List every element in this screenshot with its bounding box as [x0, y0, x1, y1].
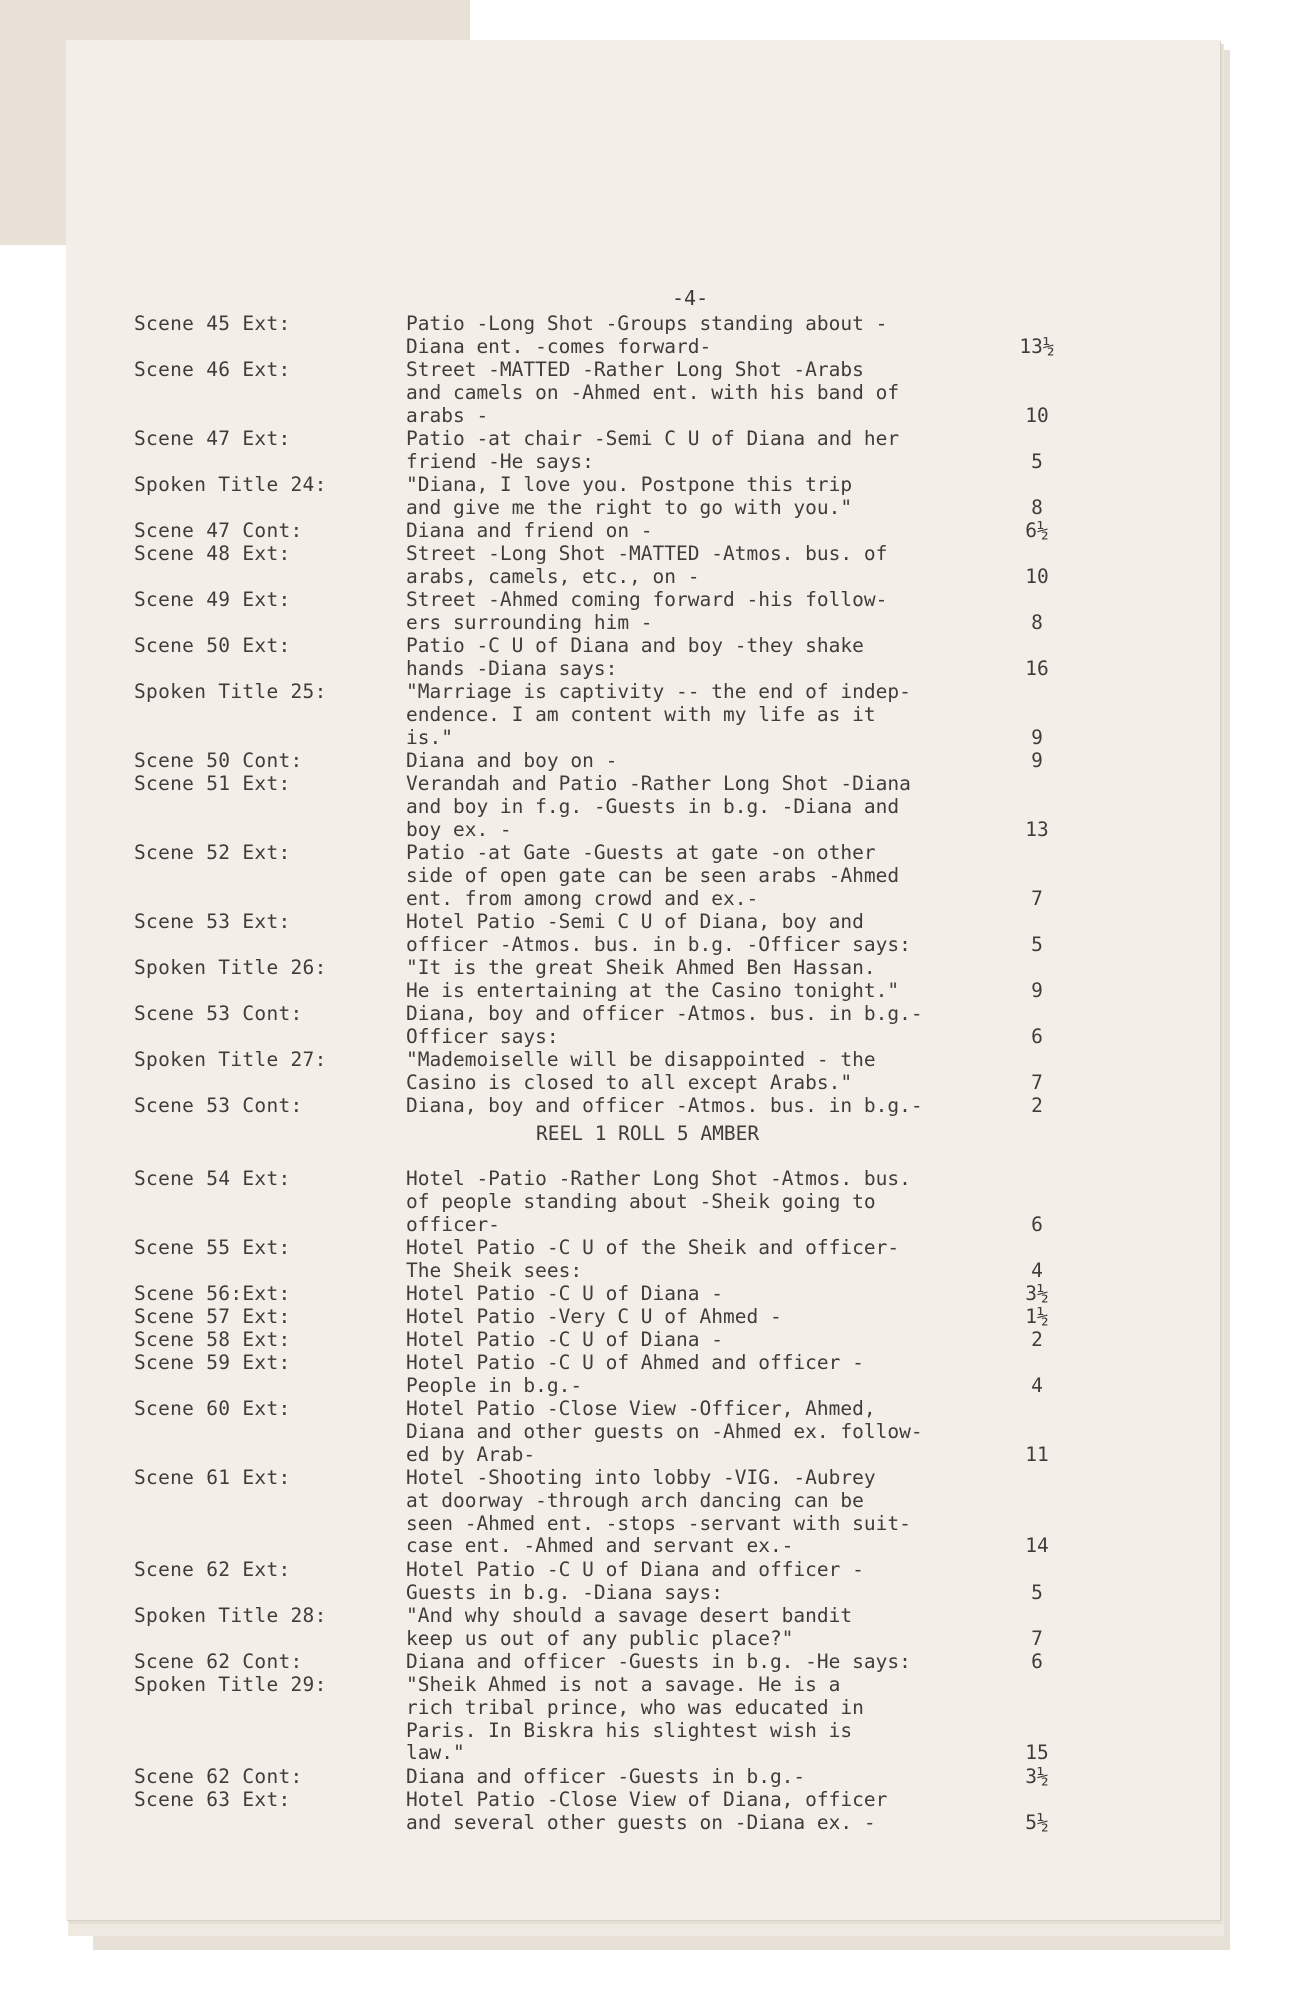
description-line: Diana and officer -Guests in b.g.- — [406, 1765, 806, 1788]
shot-description — [406, 1398, 923, 1466]
description-line: Diana and officer -Guests in b.g. -He says: — [406, 1650, 911, 1673]
shot-label: Scene 56:Ext: — [134, 1282, 291, 1305]
shot-label: Scene 63 Ext: — [134, 1788, 291, 1811]
description-line: Diana ent. -comes forward- — [406, 334, 712, 358]
shot-length: 3½ — [1025, 1765, 1049, 1788]
description-line: of people standing about -Sheik going to — [406, 1189, 876, 1213]
shot-label: Scene 53 Cont: — [134, 1094, 303, 1117]
shot-label: Scene 50 Ext: — [134, 634, 291, 657]
shot-label: Scene 48 Ext: — [134, 542, 291, 565]
description-line: Street -Ahmed coming forward -his follow- — [406, 588, 888, 611]
description-line: rich tribal prince, who was educated in — [406, 1695, 864, 1719]
description-line: Paris. In Biskra his slightest wish is — [406, 1718, 853, 1742]
description-line: "It is the great Sheik Ahmed Ben Hassan. — [406, 956, 876, 979]
description-line: arabs, camels, etc., on - — [406, 564, 700, 588]
shot-label: Scene 62 Ext: — [134, 1558, 291, 1581]
shot-label: Scene 51 Ext: — [134, 772, 291, 795]
description-line: officer -Atmos. bus. in b.g. -Officer says: — [406, 932, 911, 956]
description-line: ed by Arab- — [406, 1442, 536, 1466]
description-line: ent. from among crowd and ex.- — [406, 886, 759, 910]
shot-description — [406, 543, 887, 589]
description-line: hands -Diana says: — [406, 656, 618, 680]
shot-length: 7 — [1031, 886, 1043, 910]
shot-label: Spoken Title 29: — [134, 1673, 327, 1696]
shot-description — [406, 635, 864, 681]
shot-description — [406, 359, 899, 427]
shot-label: Scene 62 Cont: — [134, 1765, 303, 1788]
shot-description — [406, 1467, 911, 1558]
shot-length: 13½ — [1019, 334, 1055, 358]
description-line: arabs - — [406, 403, 489, 427]
shot-length: 11 — [1025, 1442, 1049, 1466]
description-line: side of open gate can be seen arabs -Ahmed — [406, 863, 900, 887]
page-number: -4- — [672, 286, 709, 310]
shot-length: 15 — [1025, 1741, 1049, 1765]
shot-description — [406, 474, 852, 520]
shot-label: Spoken Title 26: — [134, 956, 327, 979]
shot-description — [406, 1168, 911, 1236]
shot-label: Scene 57 Ext: — [134, 1305, 291, 1328]
shot-description — [406, 313, 887, 359]
shot-label: Spoken Title 27: — [134, 1048, 327, 1071]
shot-description — [406, 842, 899, 910]
description-line: Diana, boy and officer -Atmos. bus. in b.g.- — [406, 1002, 923, 1025]
description-line: at doorway -through arch dancing can be — [406, 1488, 864, 1512]
shot-length: 5 — [1031, 932, 1043, 956]
shot-length: 10 — [1025, 403, 1049, 427]
description-line: Hotel Patio -C U of Diana - — [406, 1328, 723, 1351]
shot-length: 16 — [1025, 656, 1049, 680]
description-line: ers surrounding him - — [406, 610, 653, 634]
description-line: and camels on -Ahmed ent. with his band of — [406, 380, 900, 404]
shot-label: Scene 59 Ext: — [134, 1351, 291, 1374]
description-line: Hotel Patio -Very C U of Ahmed - — [406, 1305, 782, 1328]
shot-length: 9 — [1031, 978, 1043, 1002]
description-line: Patio -at chair -Semi C U of Diana and her — [406, 427, 900, 450]
description-line: officer- — [406, 1212, 500, 1236]
shot-label: Spoken Title 28: — [134, 1604, 327, 1627]
shot-description — [406, 773, 911, 841]
shot-description — [406, 520, 653, 543]
shot-length: 1½ — [1025, 1305, 1049, 1328]
description-line: Patio -Long Shot -Groups standing about - — [406, 312, 888, 335]
shot-description — [406, 1003, 923, 1049]
shot-length: 10 — [1025, 564, 1049, 588]
description-line: People in b.g.- — [406, 1373, 583, 1397]
description-line: Hotel Patio -Semi C U of Diana, boy and — [406, 910, 864, 933]
shot-label: Scene 47 Cont: — [134, 519, 303, 542]
shot-label: Scene 52 Ext: — [134, 841, 291, 864]
description-line: "Sheik Ahmed is not a savage. He is a — [406, 1673, 841, 1696]
description-line: Hotel Patio -Close View of Diana, officer — [406, 1788, 888, 1811]
description-line: Hotel Patio -Close View -Officer, Ahmed, — [406, 1397, 876, 1420]
shot-label: Spoken Title 24: — [134, 473, 327, 496]
description-line: Patio -at Gate -Guests at gate -on other — [406, 841, 876, 864]
shot-label: Scene 58 Ext: — [134, 1328, 291, 1351]
shot-description — [406, 1674, 864, 1765]
description-line: Hotel Patio -C U of the Sheik and officer- — [406, 1236, 900, 1259]
shot-label: Scene 53 Ext: — [134, 910, 291, 933]
shot-label: Scene 55 Ext: — [134, 1236, 291, 1259]
description-line: seen -Ahmed ent. -stops -servant with suit- — [406, 1511, 911, 1535]
shot-description — [406, 1766, 805, 1789]
description-line: is." — [406, 725, 453, 749]
description-line: Street -Long Shot -MATTED -Atmos. bus. of — [406, 542, 888, 565]
shot-label: Scene 46 Ext: — [134, 358, 291, 381]
description-line: Diana, boy and officer -Atmos. bus. in b.g.- — [406, 1094, 923, 1117]
description-line: boy ex. - — [406, 817, 512, 841]
description-line: Hotel -Shooting into lobby -VIG. -Aubrey — [406, 1466, 876, 1489]
shot-length: 5½ — [1025, 1810, 1049, 1834]
description-line: friend -He says: — [406, 449, 594, 473]
shot-length: 6½ — [1025, 519, 1049, 542]
shot-description — [406, 681, 911, 749]
description-line: "Mademoiselle will be disappointed - the — [406, 1048, 876, 1071]
description-line: Street -MATTED -Rather Long Shot -Arabs — [406, 358, 864, 381]
shot-length: 14 — [1025, 1534, 1049, 1558]
description-line: Patio -C U of Diana and boy -they shake — [406, 634, 864, 657]
shot-length: 3½ — [1025, 1282, 1049, 1305]
shot-description — [406, 1095, 923, 1118]
shot-length: 13 — [1025, 817, 1049, 841]
shot-label: Scene 49 Ext: — [134, 588, 291, 611]
description-line: "Marriage is captivity -- the end of indep- — [406, 680, 911, 703]
shot-label: Scene 45 Ext: — [134, 312, 291, 335]
shot-description — [406, 1789, 887, 1835]
shot-length: 2 — [1031, 1094, 1043, 1117]
description-line: and give me the right to go with you." — [406, 495, 853, 519]
shot-length: 7 — [1031, 1070, 1043, 1094]
shot-description — [406, 1049, 876, 1095]
description-line: endence. I am content with my life as it — [406, 702, 876, 726]
shot-description — [406, 1352, 864, 1398]
description-line: Casino is closed to all except Arabs." — [406, 1070, 853, 1094]
shot-label: Scene 50 Cont: — [134, 749, 303, 772]
shot-description — [406, 750, 617, 773]
shot-description — [406, 1329, 723, 1352]
shot-length: 7 — [1031, 1626, 1043, 1650]
shot-length: 5 — [1031, 1580, 1043, 1604]
shot-length: 9 — [1031, 749, 1043, 772]
shot-length: 6 — [1031, 1212, 1043, 1236]
shot-length: 5 — [1031, 449, 1043, 473]
description-line: Hotel Patio -C U of Diana and officer - — [406, 1558, 864, 1581]
shot-length: 6 — [1031, 1650, 1043, 1673]
shot-label: Scene 47 Ext: — [134, 427, 291, 450]
shot-description — [406, 1237, 899, 1283]
description-line: Hotel Patio -C U of Diana - — [406, 1282, 723, 1305]
shot-length: 9 — [1031, 725, 1043, 749]
description-line: Guests in b.g. -Diana says: — [406, 1580, 723, 1604]
description-line: keep us out of any public place?" — [406, 1626, 794, 1650]
shot-label: Scene 61 Ext: — [134, 1466, 291, 1489]
shot-description — [406, 1605, 852, 1651]
description-line: law." — [406, 1741, 465, 1765]
description-line: "Diana, I love you. Postpone this trip — [406, 473, 853, 496]
shot-description — [406, 1559, 864, 1605]
description-line: The Sheik sees: — [406, 1258, 583, 1282]
shot-description — [406, 1306, 782, 1329]
description-line: Verandah and Patio -Rather Long Shot -Diana — [406, 772, 911, 795]
description-line: case ent. -Ahmed and servant ex.- — [406, 1534, 794, 1558]
shot-description — [406, 1283, 723, 1306]
description-line: Officer says: — [406, 1024, 559, 1048]
shot-length: 4 — [1031, 1258, 1043, 1282]
shot-label: Spoken Title 25: — [134, 680, 327, 703]
description-line: He is entertaining at the Casino tonight." — [406, 978, 900, 1002]
description-line: Hotel Patio -C U of Ahmed and officer - — [406, 1351, 864, 1374]
shot-label: Scene 54 Ext: — [134, 1167, 291, 1190]
shot-description — [406, 911, 911, 957]
description-line: Diana and friend on - — [406, 519, 653, 542]
shot-label: Scene 60 Ext: — [134, 1397, 291, 1420]
shot-description — [406, 957, 899, 1003]
description-line: Hotel -Patio -Rather Long Shot -Atmos. bus. — [406, 1167, 911, 1190]
shot-length: 8 — [1031, 495, 1043, 519]
shot-length: 8 — [1031, 610, 1043, 634]
shot-length: 6 — [1031, 1024, 1043, 1048]
shot-label: Scene 53 Cont: — [134, 1002, 303, 1025]
description-line: and several other guests on -Diana ex. - — [406, 1810, 876, 1834]
reel-heading: REEL 1 ROLL 5 AMBER — [536, 1122, 760, 1145]
description-line: and boy in f.g. -Guests in b.g. -Diana and — [406, 794, 900, 818]
shot-length: 4 — [1031, 1373, 1043, 1397]
description-line: Diana and boy on - — [406, 749, 618, 772]
description-line: "And why should a savage desert bandit — [406, 1604, 853, 1627]
shot-length: 2 — [1031, 1328, 1043, 1351]
shot-description — [406, 428, 899, 474]
shot-label: Scene 62 Cont: — [134, 1650, 303, 1673]
shot-description — [406, 1651, 911, 1674]
shot-description — [406, 589, 887, 635]
description-line: Diana and other guests on -Ahmed ex. follow- — [406, 1419, 923, 1443]
